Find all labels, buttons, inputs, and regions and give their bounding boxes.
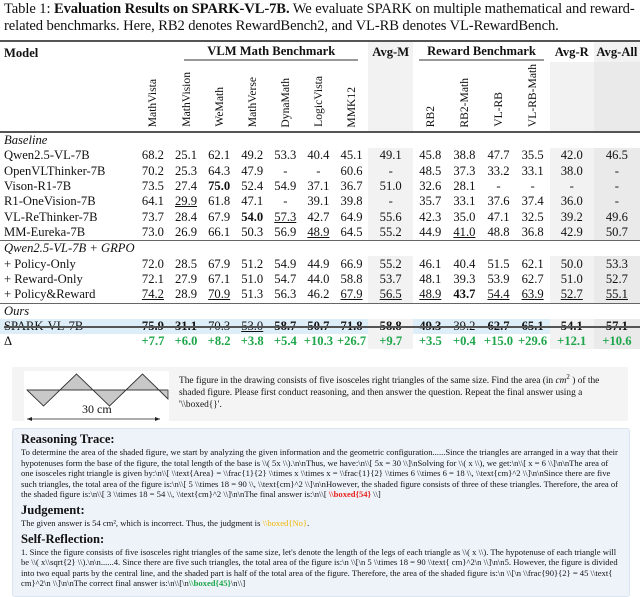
score-cell: 58.8 [340,272,363,287]
score-cell: +0.4 [452,334,476,349]
score-cell: 56.3 [274,287,297,302]
score-cell: 54.1 [550,319,594,334]
judgement-answer: \\boxed{No} [262,517,308,528]
header-avg-all: Avg-All [594,41,640,62]
score-cell: 40.4 [453,256,476,271]
score-cell: 41.0 [453,225,476,240]
score-cell: +10.6 [594,334,640,349]
score-cell: 63.9 [521,287,544,302]
section-header [0,132,640,148]
column-label: MMK12 [345,86,359,128]
score-cell: 50.7 [594,225,640,241]
column-label: MathVista [146,78,160,128]
table-row [0,148,640,163]
score-cell: 39.2 [550,210,594,225]
score-cell: 72.0 [141,256,164,271]
score-cell: 74.2 [141,287,164,302]
score-cell: 64.9 [340,209,363,224]
shaded-triangle [60,374,93,390]
score-cell: 58.8 [368,319,413,334]
score-cell: 65.1 [516,319,550,334]
score-cell: 39.1 [307,194,330,209]
score-cell: 73.7 [141,209,164,224]
score-cell: 70.9 [208,287,231,302]
score-cell: 61.8 [208,194,231,209]
score-cell: 54.9 [274,179,297,194]
score-cell: 62.7 [521,272,544,287]
score-cell: 31.1 [169,319,202,334]
model-name: VL-ReThinker-7B [4,209,98,224]
score-cell: - [594,164,640,179]
score-cell: 51.0 [368,179,413,194]
judgement-title: Judgement: [21,502,85,517]
header-dynamath [269,62,302,132]
judgement-section: Judgement: The given answer is 54 cm², which is incorrect. Thus, the judgment is \\boxed{No}. [21,503,621,529]
score-cell: +7.7 [141,334,165,349]
column-label: DynaMath [278,77,292,128]
table-row [0,334,640,349]
score-cell: 50.0 [550,256,594,271]
score-cell: 39.2 [447,319,481,334]
score-cell: 40.4 [307,148,330,163]
table-row [0,272,640,287]
section-title: Qwen2.5-VL-7B + GRPO [0,241,640,257]
model-name: Vison-R1-7B [4,179,72,194]
section-title: Baseline [0,132,640,148]
column-label: RB2 [423,105,437,128]
score-cell: 54.4 [487,287,510,302]
header-vl-rb-math [516,62,550,132]
table-row [0,287,640,303]
score-cell: - [316,163,321,178]
score-cell: 73.5 [141,179,164,194]
score-cell: 53.3 [274,148,297,163]
score-cell: 33.1 [453,194,476,209]
score-cell: 64.3 [208,163,231,178]
score-cell: - [368,194,413,209]
score-cell: 48.5 [419,163,442,178]
score-cell: 53.0 [236,319,269,334]
score-cell: - [594,179,640,194]
question-panel [12,367,628,421]
reflection-title: Self-Reflection: [21,531,105,546]
score-cell: 67.1 [208,272,231,287]
header-avg-r: Avg-R [550,41,594,62]
column-label: MathVerse [245,76,259,128]
score-cell: 52.7 [550,287,594,303]
score-cell: 35.5 [521,148,544,163]
reflection-section: Self-Reflection: 1. Since the figure consists of five isosceles right triangles of the same size, let's denote the length of the legs of each triangle as \\( x \\). The hypotenuse of each triangle will be \\( x\\sqrt{2} \\).\n\n......4. Since there are five such triangles, the total area of the figure is:\n \\[\n 5 \\times 18 = 90 \\text{ cm}^2\n \\]\n\n5. However, the figure is divided into two equal parts by the central line, and the shaded part is half of the total area of the figure. Therefore, the area of the shaded figure is:\n \\[\n \\frac{90}{2} = 45 \\text{ cm}^2\n \\]\n\nThe correct final answer is:\n\\[\n\\boxed{45}\n\\] [21,532,621,589]
score-cell: 52.7 [594,272,640,287]
column-label: LogicVista [311,76,325,128]
score-cell: 48.8 [487,225,510,240]
header-avg-m-blank [368,62,413,132]
score-cell: 75.0 [208,179,231,194]
score-cell: 42.7 [307,209,330,224]
score-cell: 58.7 [269,319,302,334]
score-cell: 49.1 [368,148,413,163]
score-cell: 62.1 [521,256,544,271]
score-cell: 27.9 [175,272,198,287]
score-cell: - [283,194,288,209]
score-cell: 29.9 [175,194,198,209]
score-cell: 44.9 [419,225,442,240]
score-cell: 64.5 [340,225,363,240]
score-cell: 62.1 [208,148,231,163]
score-cell: 51.0 [550,272,594,287]
reasoning-title: Reasoning Trace: [21,432,115,446]
score-cell: 64.1 [141,194,164,209]
score-cell: 67.9 [340,287,363,302]
score-cell: +10.3 [303,334,334,349]
score-cell: 39.8 [340,194,363,209]
score-cell: 26.9 [175,225,198,240]
score-cell: - [368,164,413,179]
correct-answer: \\boxed{45} [188,578,231,589]
score-cell: 48.9 [307,225,330,240]
header-mathverse [236,62,269,132]
section-header [0,241,640,257]
header-mmk12 [335,62,368,132]
model-name: SPARK-VL-7B [0,319,136,334]
header-rb2 [413,62,447,132]
shaded-triangle [27,390,60,406]
score-cell: 53.9 [487,272,510,287]
table-row [0,225,640,241]
score-cell: 42.3 [419,209,442,224]
score-cell: 70.3 [203,319,236,334]
header-mathvision [169,62,202,132]
score-cell: 50.3 [241,225,264,240]
score-cell: 37.1 [307,179,330,194]
score-cell: 25.3 [175,163,198,178]
score-cell: 68.2 [141,148,164,163]
section-header [0,303,640,319]
score-cell: 28.9 [175,287,198,302]
score-cell: 45.8 [419,148,442,163]
score-cell: 44.9 [307,256,330,271]
score-cell: 66.1 [208,225,231,240]
score-cell: 47.1 [487,209,510,224]
reflection-text: 1. Since the figure consists of five isosceles right triangles of the same size, let's denote the length of the legs of each triangle as \\( x \\). The hypotenuse of each triangle will be \\( x\\sqrt{2} \\).\n\n......4. Since there are five such triangles, the total area of the figure is:\n \\[\n 5 \\times 18 = 90 \\text{ cm}^2\n \\]\n\n5. However, the figure is divided into two equal parts by the central line, and the shaded part is half of the total area of the figure. Therefore, the area of the shaded figure is:\n \\[\n \\frac{90}{2} = 45 \\text{ cm}^2\n \\]\n\nThe correct final answer is:\n\\[\n [21,546,618,589]
score-cell: 54.7 [274,272,297,287]
score-cell: +3.5 [418,334,442,349]
score-cell: 38.8 [453,148,476,163]
score-cell: - [530,179,535,194]
score-cell: 37.3 [453,163,476,178]
score-cell: 49.2 [241,148,264,163]
score-cell: 75.9 [136,319,169,334]
table-row [0,194,640,209]
score-cell: - [594,194,640,209]
score-cell: +6.0 [174,334,198,349]
score-cell: 37.6 [487,194,510,209]
table-row [0,179,640,194]
score-cell: 70.2 [141,163,164,178]
score-cell: 67.9 [208,256,231,271]
score-cell: 35.7 [419,194,442,209]
header-reward: Reward Benchmark [419,44,543,61]
model-name: + Policy-Only [4,256,76,271]
model-name: R1-OneVision-7B [4,194,96,209]
header-mathvista [136,62,169,132]
header-logicvista [302,62,335,132]
score-cell: 73.0 [141,225,164,240]
reasoning-text: To determine the area of the shaded figure, we start by analyzing the given information and the geometric configuration......Since the triangles are arranged in a way that their hypotenuses form the base of the figure, the total length of the base is \\( 5x \\).\n\nThus, we have:\n\\[ 5x = 30 \\]\nSolving for \\( x \\), we get:\n\\[ x = 6 \\]\n\nThe area of one isosceles right triangle is given by:\n\\[ \\text{Area} = \\frac{1}{2} \\times x \\times x = \\frac{1}{2} \\times 6 \\times 6 = 18 \\, \\text{cm}^2 \\]\n\nSince there are five such triangles, the total area of the figure is:\n\\[ 5 \\times 18 = 90 \\, \\text{cm}^2 \\]\n\nHowever, the shaded figure consists of three of these triangles. Therefore, the area of the shaded figure is:\n\\[ 3 \\times 18 = 54 \\, \\text{cm}^2 \\]\n\nThe final answer is:\n\\[ [21,447,619,500]
score-cell: 55.2 [368,225,413,241]
model-name: MM-Eureka-7B [4,225,86,240]
score-cell: 56.5 [368,287,413,303]
score-cell: 33.2 [487,163,510,178]
results-table [0,40,640,349]
section-title: Ours [0,303,640,319]
score-cell: 27.4 [175,179,198,194]
score-cell: 49.3 [413,319,447,334]
score-cell: - [550,179,594,194]
score-cell: 28.5 [175,256,198,271]
score-cell: 51.3 [241,287,264,302]
header-avg-r-blank [550,62,594,132]
table-row [0,210,640,225]
score-cell: 48.1 [419,272,442,287]
score-cell: 62.7 [481,319,515,334]
score-cell: 35.0 [453,209,476,224]
score-cell: 66.9 [340,256,363,271]
model-name: Qwen2.5-VL-7B [4,148,90,163]
score-cell: 57.3 [274,209,297,224]
score-cell: 71.8 [335,319,368,334]
score-cell: 55.6 [368,210,413,225]
score-cell: +5.4 [273,334,297,349]
score-cell: - [496,179,501,194]
score-cell: +9.7 [368,334,413,349]
column-label: VL-RB [492,92,505,128]
score-cell: +8.2 [207,334,231,349]
score-cell: 32.5 [521,209,544,224]
score-cell: +12.1 [550,334,594,349]
table-row [0,256,640,271]
bottom-rule [4,326,640,328]
score-cell: 47.1 [241,194,264,209]
score-cell: 46.2 [307,287,330,302]
model-name: OpenVLThinker-7B [4,163,106,178]
score-cell: 53.7 [368,272,413,287]
score-cell: 38.0 [550,164,594,179]
score-cell: 42.0 [550,148,594,163]
header-model: Model [0,41,136,132]
score-cell: 32.6 [419,179,442,194]
column-label: VL-RB-Math [526,64,540,128]
score-cell: +26.7 [336,334,367,349]
score-cell: +15.0 [483,334,514,349]
question-text: The figure in the drawing consists of five isosceles right triangles of the same size. Find the area (in $cm^2$ ) of the shaded figure. Please first conduct reasoning, and then answer the question. Repeat the final answer using a '\\boxed{}'. [179,372,600,411]
model-name: Δ [4,334,13,349]
score-cell: 25.1 [175,148,198,163]
score-cell: 47.7 [487,148,510,163]
score-cell: 51.5 [487,256,510,271]
triangle-figure [24,371,169,421]
score-cell: 36.0 [550,194,594,209]
column-label: MathVision [179,72,193,128]
score-cell: 44.0 [307,272,330,287]
score-cell: 54.0 [241,209,264,224]
header-wemath [203,62,236,132]
score-cell: 33.1 [521,163,544,178]
table-caption: Table 1: Evaluation Results on SPARK-VL-7B. We evaluate SPARK on multiple mathematical and reward-related benchmarks. Here, RB2 denotes RewardBench2, and VL-RB denotes VL-RewardBench. [4,1,635,34]
score-cell: 53.3 [594,256,640,271]
score-cell: 43.7 [453,287,476,302]
score-cell: - [283,163,288,178]
response-panel [12,428,630,597]
score-cell: 55.1 [594,287,640,303]
reasoning-section: Reasoning Trace: To determine the area of the shaded figure, we start by analyzing the given information and the geometric configuration......Since the triangles are arranged in a way that their hypotenuses form the base of the figure, the total length of the base is \\( 5x \\).\n\nThus, we have:\n\\[ 5x = 30 \\]\nSolving for \\( x \\), we get:\n\\[ x = 6 \\]\n\nThe area of one isosceles right triangle is given by:\n\\[ \\text{Area} = \\frac{1}{2} \\times x \\times x = \\frac{1}{2} \\times 6 \\times 6 = 18 \\, \\text{cm}^2 \\]\n\nSince there are five such triangles, the total area of the figure is:\n\\[ 5 \\times 18 = 90 \\, \\text{cm}^2 \\]\n\nHowever, the shaded figure consists of three of these triangles. Therefore, the area of the shaded figure is:\n\\[ 3 \\times 18 = 54 \\, \\text{cm}^2 \\]\n\nThe final answer is:\n\\[ \\boxed{54} \\] [21,432,621,500]
score-cell: 39.3 [453,272,476,287]
score-cell: 48.9 [419,287,442,302]
score-cell: 28.4 [175,209,198,224]
score-cell: 57.1 [594,319,640,334]
score-cell: 56.9 [274,225,297,240]
shaded-triangle [126,374,159,390]
score-cell: 42.9 [550,225,594,241]
score-cell: 46.5 [594,148,640,163]
score-cell: 36.7 [340,179,363,194]
score-cell: +29.6 [518,334,548,349]
score-cell: 55.2 [368,256,413,271]
table-row [0,164,640,179]
model-name: + Policy&Reward [4,287,96,302]
wrong-answer: \\boxed{54} [328,489,371,500]
score-cell: 51.2 [241,256,264,271]
score-cell: 54.9 [274,256,297,271]
score-cell: +3.8 [240,334,264,349]
score-cell: 52.4 [241,179,264,194]
model-name: + Reward-Only [4,272,83,287]
header-avg-all-blank [594,62,640,132]
header-rb2-math [447,62,481,132]
score-cell: 50.7 [302,319,335,334]
judgement-text: The given answer is 54 cm², which is incorrect. Thus, the judgment is [21,517,263,528]
score-cell: 45.1 [340,148,363,163]
score-cell: 67.9 [208,209,231,224]
score-cell: 36.8 [521,225,544,240]
column-label: WeMath [212,87,226,128]
dimension-label: 30 cm [82,402,112,416]
score-cell: 46.1 [419,256,442,271]
score-cell: 60.6 [340,163,363,178]
score-cell: 47.9 [241,163,264,178]
column-label: RB2-Math [457,77,471,128]
score-cell: 51.0 [241,272,264,287]
score-cell: 28.1 [453,179,476,194]
header-avg-m: Avg-M [368,41,413,62]
score-cell: 72.1 [141,272,164,287]
header-vlm-math: VLM Math Benchmark [184,44,358,61]
score-cell: 37.4 [521,194,544,209]
score-cell: 49.6 [594,210,640,225]
header-vl-rb [481,62,515,132]
